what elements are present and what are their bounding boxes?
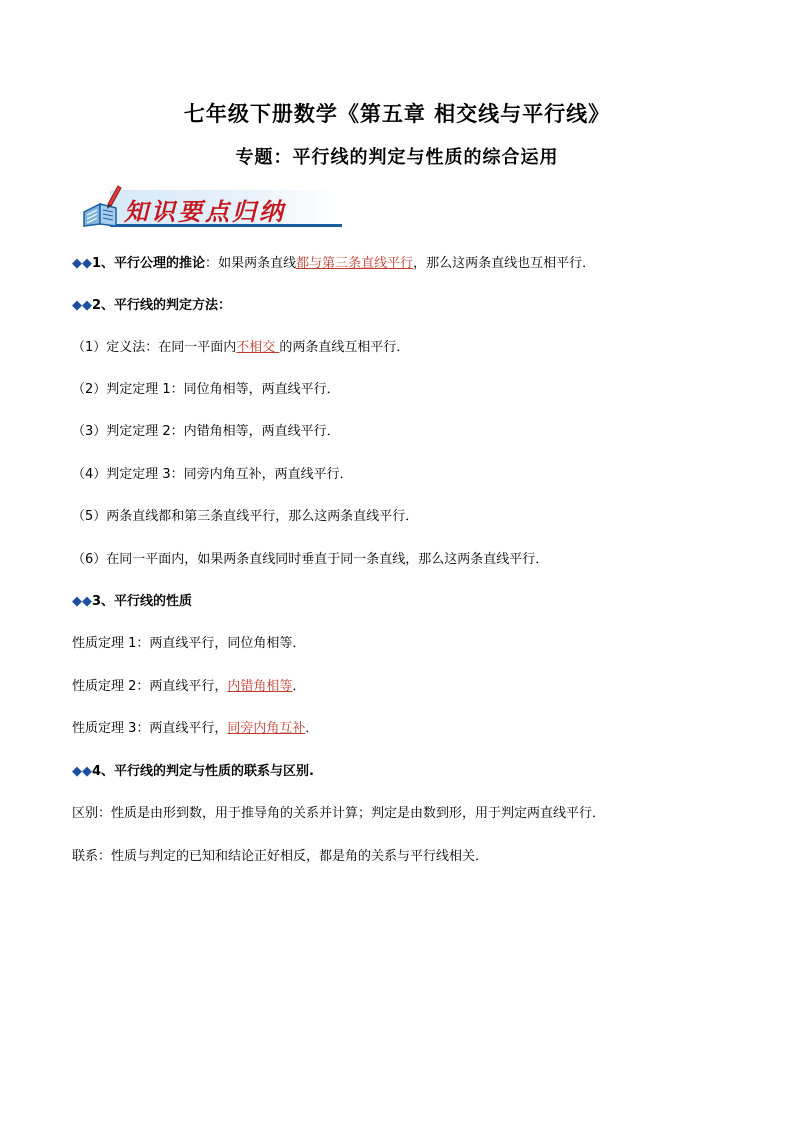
- criterion-1-post: 的两条直线互相平行．: [279, 340, 410, 355]
- criterion-1-pre: （1）定义法：在同一平面内: [72, 340, 237, 355]
- section-banner: [80, 182, 342, 228]
- section-1-highlight: 都与第三条直线平行: [296, 256, 414, 271]
- diamond-bullets: ◆◆: [72, 256, 92, 271]
- section-1-text-post: ，那么这两条直线也互相平行．: [413, 256, 596, 271]
- criterion-item-2: （2）判定定理 1：同位角相等，两直线平行．: [72, 382, 340, 397]
- difference-text: 区别：性质是由形到数，用于推导角的关系并计算；判定是由数到形，用于判定两直线平行．: [72, 806, 606, 821]
- property-item-2: [72, 678, 305, 696]
- section-1-heading: 1、平行公理的推论: [92, 256, 206, 271]
- property-item-1: 性质定理 1：两直线平行，同位角相等．: [72, 636, 306, 651]
- connection-text: 联系：性质与判定的已知和结论正好相反，都是角的关系与平行线相关．: [72, 849, 489, 864]
- criterion-item-3: （3）判定定理 2：内错角相等，两直线平行．: [72, 424, 340, 439]
- property-3-highlight: 同旁内角互补: [227, 721, 306, 736]
- section-1-line: [72, 255, 595, 273]
- diamond-bullets: ◆◆: [72, 764, 92, 779]
- property-item-3: [72, 720, 318, 738]
- section-1-colon: ：: [205, 256, 219, 271]
- property-2-highlight: 内错角相等: [227, 679, 293, 694]
- criterion-item-4: （4）判定定理 3：同旁内角互补，两直线平行．: [72, 467, 353, 482]
- section-3-line: [72, 593, 192, 611]
- criterion-item-1: [72, 339, 409, 357]
- book-pen-icon: [80, 182, 124, 228]
- diamond-bullets: ◆◆: [72, 298, 92, 313]
- section-3-heading: 3、平行线的性质: [92, 594, 193, 609]
- property-2-pre: 性质定理 2：两直线平行，: [72, 679, 228, 694]
- section-2-line: [72, 297, 231, 315]
- section-4-heading: 4、平行线的判定与性质的联系与区别.: [92, 764, 314, 779]
- property-2-post: ．: [292, 679, 306, 694]
- property-3-pre: 性质定理 3：两直线平行，: [72, 721, 228, 736]
- page-title: 七年级下册数学《第五章 相交线与平行线》: [183, 101, 611, 126]
- section-2-heading: 2、平行线的判定方法：: [92, 298, 232, 313]
- property-3-post: ．: [305, 721, 319, 736]
- section-1-text-pre: 如果两条直线: [218, 256, 297, 271]
- criterion-1-highlight: 不相交: [236, 340, 280, 355]
- criterion-item-5: （5）两条直线都和第三条直线平行，那么这两条直线平行．: [72, 509, 419, 524]
- section-4-line: [72, 763, 314, 781]
- page-subtitle: 专题：平行线的判定与性质的综合运用: [235, 147, 559, 168]
- criterion-item-6: （6）在同一平面内，如果两条直线同时垂直于同一条直线，那么这两条直线平行．: [72, 552, 549, 567]
- diamond-bullets: ◆◆: [72, 594, 92, 609]
- banner-title: 知识要点归纳: [124, 197, 286, 226]
